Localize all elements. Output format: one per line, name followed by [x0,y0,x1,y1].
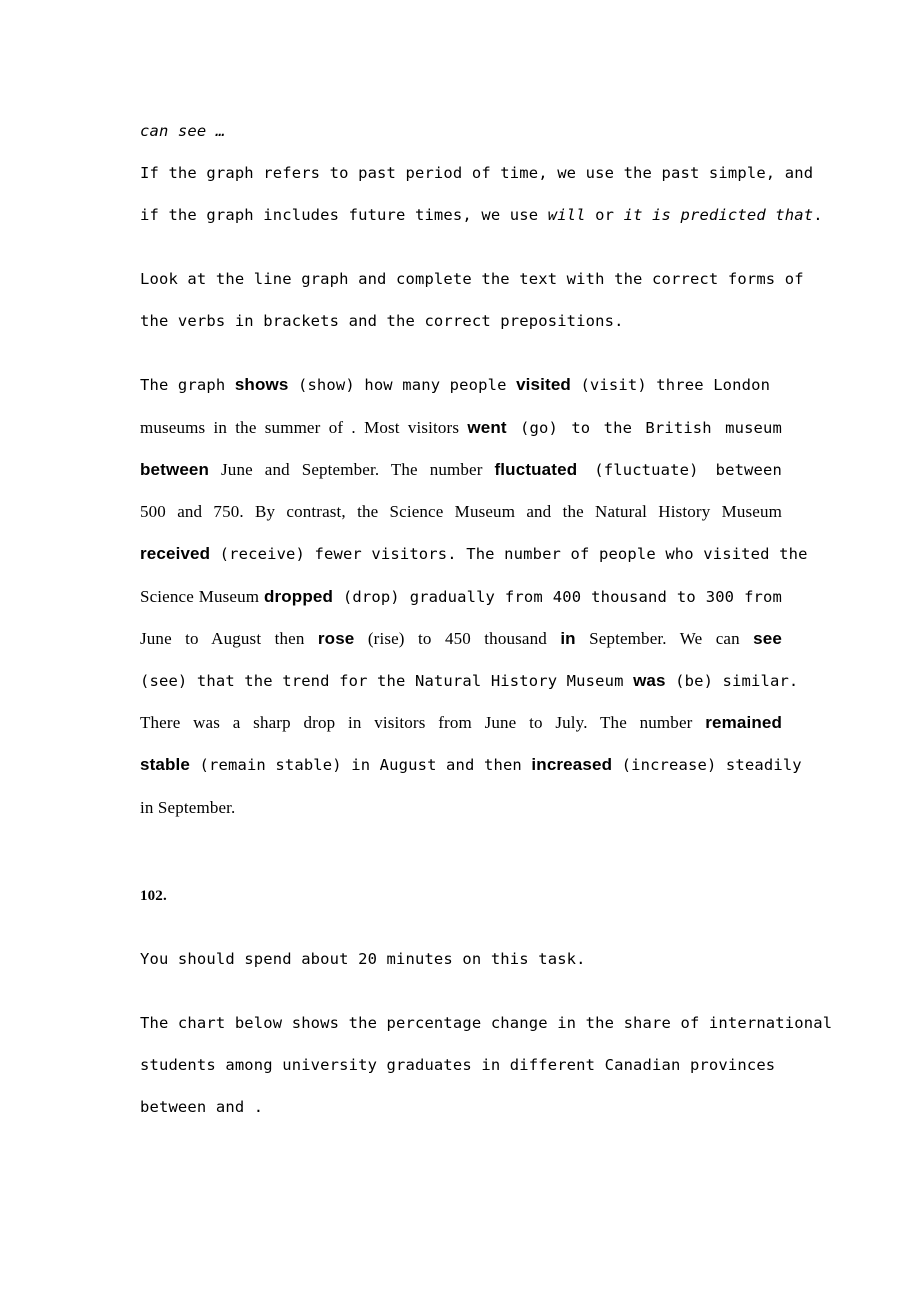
task-prompt-line-2: students among university graduates in different Canadian provinces [140,1056,776,1074]
exercise-line-5 [140,544,808,564]
answer-stable: stable [140,755,191,774]
ex-text: (increase) steadily [612,756,802,774]
ex-text: June and September. The number [209,460,495,479]
exercise-line-7 [140,629,782,649]
exercise-line-2 [140,418,782,438]
exercise-line-9 [140,713,782,733]
exercise-line-10 [140,755,802,775]
task-number: 102. [140,888,167,904]
answer-visited: visited [516,375,571,394]
ex-text: There was a sharp drop in visitors from June to July. The number [140,713,706,732]
task-prompt-line-1: The chart below shows the percentage change in the share of international [140,1014,833,1032]
exercise-line-4: 500 and 750. By contrast, the Science Museum and the Natural History Museum [140,502,782,521]
answer-fluctuated: fluctuated [494,460,578,479]
ex-text: (visit) three London [570,376,771,394]
answer-went: went [467,418,507,437]
answer-remained: remained [705,713,782,732]
answer-in: in [560,629,576,648]
ex-text: (see) that the trend for the Natural History Museum [140,672,634,690]
ex-text: (drop) gradually from 400 thousand to 300 from [333,588,782,606]
ex-text: (show) how many people [288,376,517,394]
ex-text: Science Museum [140,587,264,606]
intro-line-3-text: if the graph includes future times, we use [140,206,548,224]
answer-was: was [633,671,666,690]
exercise-line-11: in September. [140,798,236,817]
intro-period: . [813,206,823,224]
ex-text: June to August then [140,629,318,648]
ex-text: September. We can [575,629,754,648]
exercise-line-8 [140,671,799,691]
task-prompt-line-3: between and . [140,1098,264,1116]
exercise-line-3 [140,460,782,480]
instruction-line-1: Look at the line graph and complete the text with the correct forms of [140,270,804,288]
ex-text: museums in the summer of . Most visitors [140,418,468,437]
intro-line-3 [140,206,823,224]
ex-text: (rise) to 450 thousand [354,629,561,648]
intro-line-2: If the graph refers to past period of time, we use the past simple, and [140,164,814,182]
answer-dropped: dropped [263,587,333,606]
task-time-note: You should spend about 20 minutes on this task. [140,950,586,968]
exercise-line-6 [140,587,782,607]
ex-text: (remain stable) in August and then [190,756,532,774]
answer-shows: shows [234,375,289,394]
ex-text: (fluctuate) between [577,461,782,479]
intro-predicted: it is predicted that [623,206,814,224]
answer-between: between [140,460,210,479]
answer-rose: rose [317,629,355,648]
intro-can-see: can see … [140,122,226,140]
ex-text: The graph [140,376,235,394]
ex-text: (receive) fewer visitors. The number of people who visited the [210,545,808,563]
exercise-line-1 [140,375,782,395]
intro-or: or [585,206,624,224]
answer-received: received [140,544,211,563]
answer-increased: increased [531,755,613,774]
instruction-line-2: the verbs in brackets and the correct prepositions. [140,312,624,330]
ex-text: (go) to the British museum [506,419,782,437]
ex-text: (be) similar. [665,672,799,690]
intro-will: will [547,206,586,224]
intro-line-1 [140,122,782,140]
answer-see: see [753,629,782,648]
